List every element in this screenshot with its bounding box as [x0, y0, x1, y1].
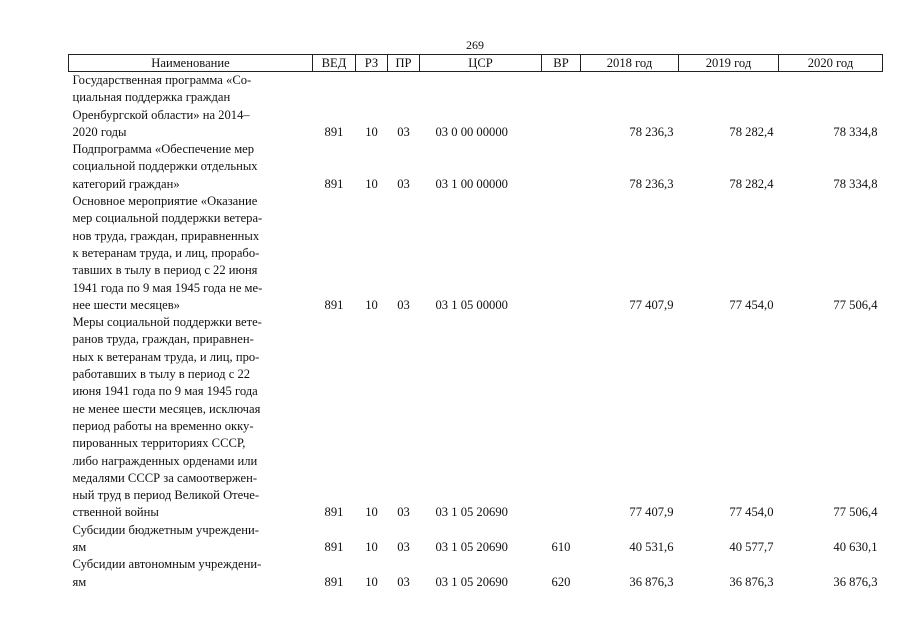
name-line: тавших в тылу в период с 22 июня — [72, 263, 258, 278]
cell-rz: 10 — [365, 540, 378, 555]
name-line: нее шести месяцев» — [72, 297, 180, 312]
cell-pr: 03 — [397, 124, 410, 139]
cell-ved: 891 — [324, 540, 344, 555]
page-number: 269 — [466, 38, 484, 52]
cell-csr: 03 0 00 00000 — [435, 124, 508, 139]
cell-2019: 77 454,0 — [729, 297, 774, 312]
cell-2019: 78 282,4 — [729, 176, 774, 191]
cell-pr: 03 — [397, 176, 410, 191]
cell-2018: 78 236,3 — [629, 124, 674, 139]
table-body — [69, 72, 883, 591]
cell-2019: 36 876,3 — [729, 574, 774, 589]
cell-2020: 36 876,3 — [833, 574, 878, 589]
cell-csr: 03 1 05 20690 — [435, 540, 508, 555]
cell-vr — [542, 193, 581, 314]
cell-rz: 10 — [365, 124, 378, 139]
name-line: медалями СССР за самоотвержен- — [72, 470, 258, 485]
cell-2018: 36 876,3 — [629, 574, 674, 589]
name-line: Субсидии бюджетным учреждени- — [72, 522, 259, 537]
cell-rz: 10 — [365, 574, 378, 589]
name-line: период работы на временно окку- — [72, 418, 254, 433]
cell-vr — [542, 314, 581, 522]
cell-2018: 77 407,9 — [629, 505, 674, 520]
table-row — [69, 72, 883, 142]
table-row — [69, 522, 883, 557]
cell-name — [69, 193, 313, 314]
cell-ved: 891 — [324, 124, 344, 139]
name-line: ям — [72, 540, 87, 555]
cell-csr: 03 1 00 00000 — [435, 176, 508, 191]
column-header-csr: ЦСР — [420, 55, 542, 72]
name-line: ных к ветеранам труда, и лиц, про- — [72, 349, 260, 364]
cell-vr — [542, 72, 581, 142]
cell-2018: 40 531,6 — [629, 540, 674, 555]
table-row — [69, 193, 883, 314]
cell-2020: 77 506,4 — [833, 505, 878, 520]
cell-ved: 891 — [324, 574, 344, 589]
column-header-rz: РЗ — [356, 55, 388, 72]
name-line: социальной поддержки отдельных — [72, 159, 258, 174]
name-line: категорий граждан» — [72, 176, 180, 191]
name-line: Субсидии автономным учреждени- — [72, 557, 262, 572]
name-line: либо награжденных орденами или — [72, 453, 258, 468]
cell-ved: 891 — [324, 297, 344, 312]
cell-2020: 78 334,8 — [833, 124, 878, 139]
table-row — [69, 141, 883, 193]
cell-csr: 03 1 05 20690 — [435, 574, 508, 589]
name-line: ям — [72, 574, 87, 589]
name-line: пированных территориях СССР, — [72, 436, 246, 451]
column-header-ved: ВЕД — [313, 55, 356, 72]
cell-vr: 610 — [551, 540, 571, 555]
table-row — [69, 314, 883, 522]
cell-rz: 10 — [365, 297, 378, 312]
cell-2019: 77 454,0 — [729, 505, 774, 520]
name-line: к ветеранам труда, и лиц, прорабо- — [72, 245, 260, 260]
cell-ved: 891 — [324, 505, 344, 520]
cell-csr: 03 1 05 20690 — [435, 505, 508, 520]
budget-table — [68, 54, 883, 591]
column-header-2019: 2019 год — [679, 55, 779, 72]
cell-pr: 03 — [397, 574, 410, 589]
cell-2018: 77 407,9 — [629, 297, 674, 312]
name-line: 2020 годы — [72, 124, 127, 139]
name-line: не менее шести месяцев, исключая — [72, 401, 261, 416]
cell-vr — [542, 141, 581, 193]
name-line: 1941 года по 9 мая 1945 года не ме- — [72, 280, 263, 295]
column-header-name: Наименование — [69, 55, 313, 72]
cell-pr: 03 — [397, 505, 410, 520]
table-header-row — [69, 55, 883, 72]
column-header-2018: 2018 год — [581, 55, 679, 72]
name-line: Подпрограмма «Обеспечение мер — [72, 142, 255, 157]
name-line: работавших в тылу в период с 22 — [72, 367, 251, 382]
name-line: Государственная программа «Со- — [72, 73, 252, 87]
name-line: Меры социальной поддержки вете- — [72, 315, 262, 330]
cell-name — [69, 556, 313, 591]
cell-rz: 10 — [365, 505, 378, 520]
name-line: Оренбургской области» на 2014– — [72, 107, 250, 122]
name-line: мер социальной поддержки ветера- — [72, 211, 263, 226]
cell-csr: 03 1 05 00000 — [435, 297, 508, 312]
cell-name — [69, 141, 313, 193]
cell-name — [69, 72, 313, 142]
cell-rz: 10 — [365, 176, 378, 191]
cell-2020: 40 630,1 — [833, 540, 878, 555]
column-header-2020: 2020 год — [779, 55, 883, 72]
cell-pr: 03 — [397, 297, 410, 312]
cell-2020: 78 334,8 — [833, 176, 878, 191]
name-line: нов труда, граждан, приравненных — [72, 228, 260, 243]
name-line: Основное мероприятие «Оказание — [72, 194, 258, 209]
cell-ved: 891 — [324, 176, 344, 191]
name-line: циальная поддержка граждан — [72, 90, 231, 105]
cell-2019: 78 282,4 — [729, 124, 774, 139]
cell-2019: 40 577,7 — [729, 540, 774, 555]
cell-name — [69, 522, 313, 557]
cell-name — [69, 314, 313, 522]
column-header-pr: ПР — [388, 55, 420, 72]
column-header-vr: ВР — [542, 55, 581, 72]
cell-pr: 03 — [397, 540, 410, 555]
name-line: ный труд в период Великой Отече- — [72, 488, 260, 503]
name-line: июня 1941 года по 9 мая 1945 года — [72, 384, 258, 399]
name-line: ранов труда, граждан, приравнен- — [72, 332, 254, 347]
cell-vr: 620 — [551, 574, 571, 589]
cell-2020: 77 506,4 — [833, 297, 878, 312]
table-row — [69, 556, 883, 591]
name-line: ственной войны — [72, 505, 159, 520]
cell-2018: 78 236,3 — [629, 176, 674, 191]
